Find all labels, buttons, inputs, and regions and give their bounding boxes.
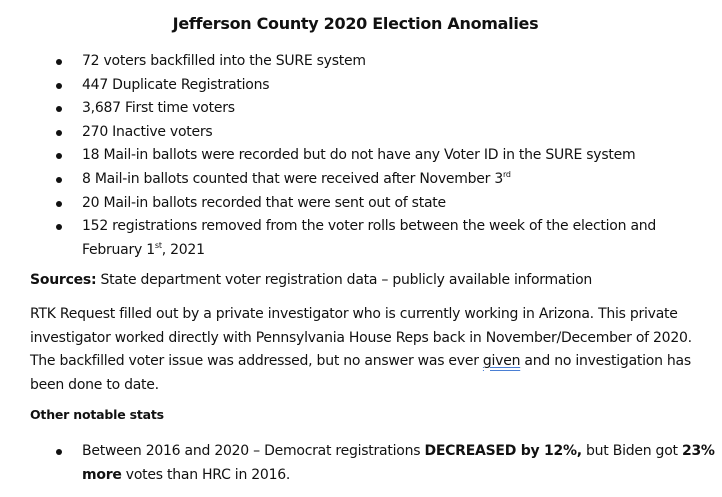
list-item: 3,687 First time voters [56,97,696,121]
list-item: 270 Inactive voters [56,121,696,145]
anomalies-list [56,50,696,262]
bullet-icon [56,130,62,136]
bullet-icon [56,177,62,183]
section-heading: Other notable stats [30,407,164,422]
rtk-paragraph: RTK Request filled out by a private investigator who is currently working in Arizona. This private investigator worked directly with Pennsylvania House Reps back in November/December of 2020. The backfilled voter issue was addressed, but no answer was ever given and no investigation has been done to date. [30,306,692,393]
list-item: 152 registrations removed from the voter rolls between the week of the election and February 1st, 2021 [56,215,696,262]
bullet-icon [56,224,62,230]
list-item: 72 voters backfilled into the SURE system [56,50,696,74]
document-title: Jefferson County 2020 Election Anomalies [172,14,539,33]
sources-paragraph [30,269,696,293]
sources-label: Sources: [30,272,97,288]
spellcheck-flagged-word[interactable]: given [482,353,521,370]
bullet-icon [56,449,62,455]
notable-stat-item: Between 2016 and 2020 – Democrat registrations DECREASED by 12%, but Biden got 23% more votes than HRC in 2016. [56,440,722,487]
list-item: 20 Mail-in ballots recorded that were sent out of state [56,192,696,216]
ordinal-suffix: rd [503,169,511,179]
list-item: 8 Mail-in ballots counted that were received after November 3rd [56,168,696,192]
bullet-icon [56,153,62,159]
bullet-icon [56,106,62,112]
ordinal-suffix: st [154,240,162,250]
bullet-icon [56,83,62,89]
bullet-icon [56,201,62,207]
sources-text: State department voter registration data – publicly available information [96,272,593,288]
list-item: 18 Mail-in ballots were recorded but do not have any Voter ID in the SURE system [56,144,696,168]
bullet-icon [56,59,62,65]
list-item: 447 Duplicate Registrations [56,74,696,98]
